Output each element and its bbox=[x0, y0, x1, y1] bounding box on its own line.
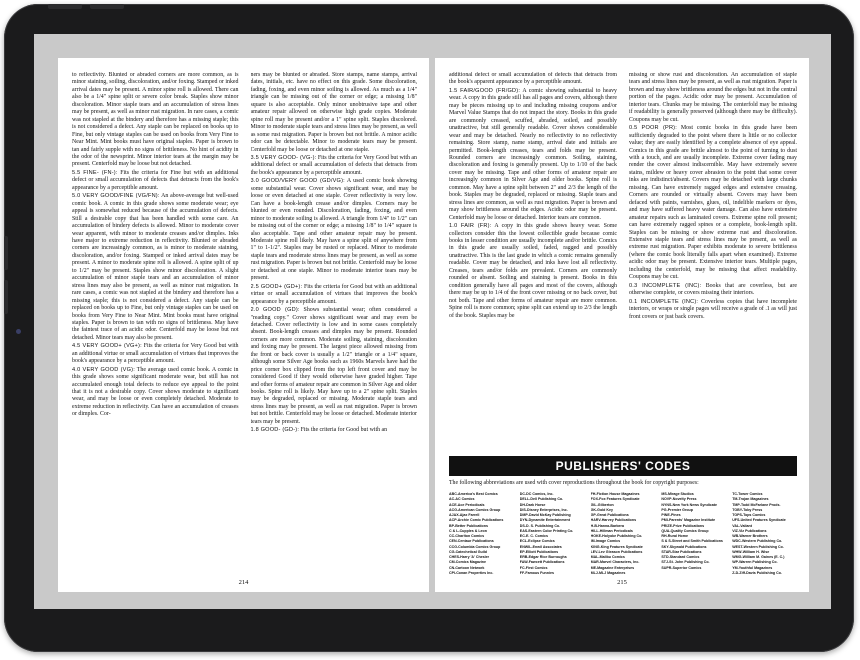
grade-paragraph bbox=[629, 299, 797, 321]
grade-heading: 5.5 FINE- (FN-): bbox=[72, 169, 118, 176]
page-number: 214 bbox=[238, 579, 249, 586]
right-page-column-2 bbox=[629, 72, 797, 452]
publisher-code: CEN-Centaur Publications bbox=[449, 539, 494, 544]
publisher-code: HOKE-Holyoke Publishing Co. bbox=[590, 534, 643, 538]
publisher-code: PMI-Parents' Magazine Institute bbox=[661, 518, 716, 523]
publisher-code: PRIZE-Prize Publications bbox=[661, 523, 705, 528]
publisher-code: MLJ-MLJ Magazines bbox=[590, 570, 626, 575]
publisher-code: EAS-Eastern Color Printing Co. bbox=[519, 528, 574, 533]
grade-text: Fits the criteria for Very Good but with an additional defect or small accumulation of defects that detracts from the book's appearance by a perceptible amount. bbox=[250, 154, 417, 176]
grade-heading: 4.5 VERY GOOD+ (VG+): bbox=[72, 343, 142, 350]
publisher-code: STAR-Star Publications bbox=[661, 549, 702, 554]
grade-heading: 0.5 POOR (PR): bbox=[629, 125, 678, 132]
publisher-code: MAL-Malibu Comics bbox=[590, 555, 625, 559]
tablet-screen[interactable] bbox=[34, 34, 831, 609]
publisher-code: HARV-Harvey Publications bbox=[590, 518, 637, 523]
volume-button bbox=[48, 4, 82, 9]
publisher-code: WDC-Western Publishing Co. bbox=[732, 539, 783, 544]
left-page[interactable] bbox=[58, 58, 429, 592]
publishers-codes-column bbox=[449, 492, 514, 577]
grade-paragraph bbox=[251, 427, 418, 434]
grade-heading: 0.3 INCOMPLETE (INC): bbox=[629, 282, 702, 289]
publisher-code: MS-Mirage Studios bbox=[661, 492, 694, 496]
publisher-code: CC-Charlton Comics bbox=[449, 534, 485, 538]
page-number: 215 bbox=[617, 579, 627, 586]
left-page-column-1 bbox=[72, 72, 239, 572]
publisher-code: AC-AC Comics bbox=[449, 497, 475, 502]
publisher-code: IM-Image Comics bbox=[590, 539, 621, 544]
publisher-code: WB-Warner Brothers bbox=[732, 534, 768, 538]
grade-paragraph bbox=[629, 283, 797, 298]
publisher-code: NOVP-Novelty Press bbox=[661, 497, 697, 502]
publishers-codes-column bbox=[591, 492, 656, 577]
publisher-code: ENWIL-Enwil Associates bbox=[519, 544, 562, 549]
grade-heading: 1.5 FAIR/GOOD (FR/GD): bbox=[449, 87, 521, 94]
publisher-code: BP-Better Publications bbox=[449, 523, 488, 528]
publisher-code: HILL-Hillman Periodicals bbox=[590, 528, 633, 533]
grade-heading: 3.5 VERY GOOD- (VG-): bbox=[250, 154, 317, 161]
publisher-code: NYNS-New York News Syndicate bbox=[661, 502, 717, 507]
grade-text: Fits the criteria for Very Good but with an additional virtue or small accumulation of virtues that improves the book's appearance by a perceptible amount. bbox=[72, 343, 239, 365]
publisher-code: DIS-Disney Enterprises, Inc. bbox=[519, 507, 568, 512]
grade-heading: 1.8 GOOD- (GD-): bbox=[250, 427, 300, 434]
publisher-code: DC-DC Comics, Inc. bbox=[519, 492, 554, 496]
publisher-code: SKY-Skywald Publications bbox=[661, 544, 707, 549]
publisher-code: STJ-St. John Publishing Co. bbox=[661, 560, 710, 565]
grade-text: Shows substantial wear; often considered a "reading copy." Cover shows significant wear and may even be detached. Cover reflectivity is low and in some cases completely absent. Book-length creases and dimples may be present. Rounded corners are more common. Moderate soiling, staining, discoloration and foxing may be present. The largest piece allowed missing from the front or back cover is usually a 1/2" triangle or a 1/4" square, although some Silver Age books such as 1960s Marvels have had the price corner box clipped from the top left front cover and may be considered Good if they would otherwise have graded higher. Tape and other forms of amateur repair are common in Silver Age and older books. Spine roll is likely. May have up to a 2" spine split. Staples may be degraded, replaced or missing. Moderate staple tears and stress lines may be present, as well as rust migration. Paper is brown but not brittle. Centerfold may be loose or detached. Moderate interior tears may be present. bbox=[250, 307, 417, 425]
publisher-code: FC-First Comics bbox=[519, 565, 548, 570]
publisher-code: GK-Gold Key bbox=[590, 507, 613, 512]
publisher-code: QUA-Quality Comics Group bbox=[661, 528, 709, 533]
side-button bbox=[4, 236, 8, 270]
publisher-code: YM-Youthful Magazines bbox=[732, 565, 773, 570]
publisher-code: DS-D. S. Publishing Co. bbox=[519, 523, 561, 528]
publishers-codes-heading: PUBLISHERS' CODES bbox=[449, 456, 797, 476]
grade-text: Coverless copies that have incomplete interiors, or wraps or single pages will receive a grade of .1 as will just front covers or just back covers. bbox=[629, 298, 797, 320]
grade-paragraph bbox=[251, 155, 418, 177]
publishers-codes-column bbox=[732, 492, 797, 577]
publisher-code: C & L-Cupples & Leon bbox=[449, 528, 487, 533]
grade-paragraph bbox=[72, 72, 239, 169]
grade-paragraph bbox=[251, 72, 418, 154]
grade-text: The average used comic book. A comic in this grade shows some significant moderate wear, but still has not accumulated enough total defects to reduce eye appeal to the point that it is not a desirable copy. Cover shows moderate to significant wear, and may be loose or even completely detached. Moderate to extreme reduction in reflectivity. Can have an accumulation of creases or dimples. Cor- bbox=[72, 366, 239, 418]
grade-text: Fits the criteria for Fine but with an additional defect or small accumulation of defects that detracts from the book's appearance by a perceptible amount. bbox=[72, 169, 239, 191]
publisher-code: FOX-Fox Features Syndicate bbox=[590, 497, 640, 502]
publisher-code: TC-Tower Comics bbox=[732, 492, 763, 496]
grade-paragraph bbox=[72, 367, 239, 419]
publisher-code: VIZ-Viz Publications bbox=[732, 528, 767, 533]
grade-paragraph bbox=[72, 193, 239, 342]
publisher-code: TMP-Todd McFarlane Prods. bbox=[732, 502, 781, 507]
grade-paragraph bbox=[251, 178, 418, 282]
publishers-codes-column bbox=[661, 492, 726, 577]
publisher-code: WMG-William M. Gaines (E. C.) bbox=[732, 555, 785, 559]
grade-heading: 2.0 GOOD (GD): bbox=[250, 307, 300, 314]
grade-paragraph bbox=[629, 125, 797, 282]
publisher-code: Z-D-Ziff-Davis Publishing Co. bbox=[732, 570, 782, 575]
publisher-code: CCG-Columbia Comics Group bbox=[449, 544, 501, 549]
publisher-code: CN-Cartoon Network bbox=[449, 565, 485, 570]
publisher-code: KING-King Features Syndicate bbox=[590, 544, 643, 549]
right-page-column-1 bbox=[449, 72, 617, 452]
publisher-code: DYN-Dynamite Entertainment bbox=[519, 518, 570, 523]
grade-paragraph bbox=[629, 72, 797, 124]
publisher-code: STD-Standard Comics bbox=[661, 555, 700, 559]
grade-text: ners may be blunted or abraded. Store stamps, name stamps, arrival dates, initials, etc. have no effect on this grade. Some discoloration, fading, foxing, and even minor soiling is allowed. As much as a 1/4" triangle can be missing out of the corner or edge; a missing 1/8" square is also acceptable. Only minor unobtrusive tape and other amateur repair allowed on otherwise high grade copies. Moderate spine roll may be present and/or a 1" spine split. Staples discolored. Minor to moderate staple tears and stress lines may be present, as well as some rust migration. Paper is brown but not brittle. A minor acidic odor can be detectable. Minor to moderate tears may be present. Centerfold may be loose or detached at one staple. bbox=[250, 72, 417, 153]
publisher-code: GP-Great Publications bbox=[590, 513, 629, 517]
publisher-code: ABC-America's Best Comics bbox=[449, 492, 498, 496]
publishers-codes-intro: The following abbreviations are used with cover reproductions throughout the book for copyright purposes: bbox=[449, 480, 699, 486]
publisher-code: ACP-Archie Comic Publications bbox=[449, 518, 504, 523]
publisher-code: PG-Premier Group bbox=[661, 507, 693, 512]
publisher-code: CG-Catechetical Guild bbox=[449, 549, 487, 554]
publisher-code: S & S-Street and Smith Publications bbox=[661, 539, 723, 544]
grade-paragraph bbox=[449, 223, 617, 320]
publisher-code: FAW-Fawcett Publications bbox=[519, 560, 565, 565]
side-button bbox=[4, 280, 8, 314]
grade-text: A copy in this grade shows heavy wear. Some collectors consider this the lowest collectible grade because comic books in lesser condition are usually incomplete and/or brittle. Comics in this grade are usually soiled, faded, ragged and possibly unattractive. This is the last grade in which a comic remains generally readable. Cover may be detached, and inks have lost all reflectivity. Creases, tears and/or folds are prevalent. Corners are commonly rounded or absent. Soiling and staining is present. Books in this condition generally have all pages and most of the covers, although there may be up to 1/4 of the front cover missing or no back cover, but not both. Tape and other forms of amateur repair are more common. Spine roll is more common; spine split can extend up to 2/3 the length of the book. Staples may be bbox=[449, 223, 617, 319]
publisher-code: AJAX-Ajax Farrell bbox=[449, 513, 480, 517]
grade-text: A comic showing substantial to heavy wear. A copy in this grade still has all pages and covers, although there may be pieces missing up to and including missing coupons and/or Marvel Value Stamps that do not impact the story. Books in this grade are commonly creased, scuffed, abraded, soiled, and possibly unattractive, but still generally readable. Cover shows considerable wear and may be detached. Nearly no reflectivity to no reflectivity remaining. Store stamp, name stamp, arrival date and initials are permitted. Book-length creases, tears and folds may be present. Rounded corners are increasingly common. Soiling, staining, discoloration and foxing is generally present. Up to 1/10 of the back cover may be missing. Tape and other forms of amateur repair are increasingly common in Silver Age and older books. Spine roll is common. May have a spine split between 2" and 2/3 the length of the book. Staples may be degraded, replaced or missing. Staple tears and stress lines are common, as well as rust migration. Paper is brown and may show brittleness around the edges. Acidic odor may be present. Centerfold may be loose or detached. Interior tears are common. bbox=[449, 87, 617, 221]
publisher-code: WP-Warren Publishing Co. bbox=[732, 560, 778, 565]
grade-heading: 1.0 FAIR (FR): bbox=[449, 223, 492, 230]
grade-paragraph bbox=[251, 307, 418, 426]
publisher-code: GIL-Gilberton bbox=[590, 502, 614, 507]
grade-text: A used comic book showing some substantial wear. Cover shows significant wear, and may be loose or even detached at one staple. Cover reflectivity is very low. Can have a book-length crease and/or dimples. Corners may be blunted or even rounded. Discoloration, fading, foxing, and even minor to moderate soiling is allowed. A triangle from 1/4" to 1/2" can be missing out of the corner or edge; a missing 1/8" to 1/4" square is also acceptable. Tape and other amateur repair may be present. Moderate spine roll likely. May have a spine split of anywhere from 1" to 1-1/2". Staples may be rusted or replaced. Minor to moderate staple tears and moderate stress lines may be present, as well as some rust migration. Paper is brown but not brittle. Centerfold may be loose or detached at one staple. Minor to moderate interior tears may be present. bbox=[250, 178, 417, 282]
publisher-code: CPI-Conan Properties Inc. bbox=[449, 570, 494, 575]
grade-paragraph bbox=[72, 343, 239, 365]
grade-paragraph bbox=[72, 170, 239, 192]
publisher-code: ERB-Edgar Rice Burroughs bbox=[519, 555, 567, 559]
grade-text: Fits the criteria for Good but with an bbox=[300, 427, 388, 434]
publisher-code: PINE-Pines bbox=[661, 513, 681, 517]
grade-heading: 4.0 VERY GOOD (VG): bbox=[72, 366, 135, 373]
grade-paragraph bbox=[449, 72, 617, 87]
publisher-code: TOBY-Toby Press bbox=[732, 507, 763, 512]
publisher-code: TOPS-Tops Comics bbox=[732, 513, 766, 517]
publisher-code: ACG-American Comics Group bbox=[449, 507, 501, 512]
publisher-code: VAL-Valiant bbox=[732, 523, 752, 528]
publisher-code: MAR-Marvel Characters, Inc. bbox=[590, 560, 640, 565]
publisher-code: ME-Magazine Enterprises bbox=[590, 565, 635, 570]
right-page[interactable] bbox=[435, 58, 809, 592]
publisher-code: EP-Elliott Publications bbox=[519, 549, 559, 554]
publisher-code: CM-Comics Magazine bbox=[449, 560, 486, 565]
grade-text: to reflectivity. Blunted or abraded corners are more common, as is minor staining, soiling, discoloration, and/or foxing. Stamped or inked arrival dates may be present. A minor spine roll is allowed. There can also be a 1/4" spine split or severe color break. Staples show minor discoloration. Minor staple tears and an accumulation of stress lines may be present, as well as minor rust migration. In rare cases, a comic was not stapled at the bindery and therefore has a missing staple; this is not considered a defect. Any staple can be replaced on books up to Fine, but only vintage staples can be used on books from Very Fine to Near Mint. Mint books must have original staples. Paper is brown to tan and fairly supple with no signs of brittleness. No hint of acidity in the odor of the newsprint. Minor interior tears at the margin may be present. Centerfold may be loose but not detached. bbox=[72, 72, 239, 168]
publisher-code: DH-Dark Horse bbox=[519, 502, 546, 507]
publisher-code: DELL-Dell Publishing Co. bbox=[519, 497, 564, 502]
publishers-codes-list bbox=[449, 492, 797, 577]
tablet-device bbox=[4, 4, 854, 652]
grade-heading: 0.1 INCOMPLETE (INC): bbox=[629, 298, 699, 305]
publisher-code: CHES-Harry 'A' Chesler bbox=[449, 555, 490, 559]
camera-icon bbox=[16, 329, 21, 334]
grade-paragraph bbox=[251, 284, 418, 306]
publisher-code: SUPR-Superior Comics bbox=[661, 565, 702, 570]
publisher-code: FH-Fiction House Magazines bbox=[590, 492, 640, 496]
publishers-codes-column bbox=[520, 492, 585, 577]
grade-paragraph bbox=[449, 88, 617, 222]
publisher-code: LEV-Lev Gleason Publications bbox=[590, 549, 643, 554]
publisher-code: H-B-Hanna-Barbera bbox=[590, 523, 624, 528]
grade-text: Books that are coverless, but are otherwise complete, or covers missing their interiors. bbox=[629, 282, 797, 297]
publisher-code: EC-E. C. Comics bbox=[519, 534, 548, 538]
publisher-code: ECL-Eclipse Comics bbox=[519, 539, 555, 544]
publisher-code: WEST-Western Publishing Co. bbox=[732, 544, 784, 549]
grade-text: An above-average but well-used comic book. A comic in this grade shows some moderate wear; eye appeal is somewhat reduced because of the accumulation of defects. Still a desirable copy that has been handled with some care. An accumulation of bindery defects is allowed. Minor to moderate cover wear apparent, with minor to moderate creases and/or dimples. Inks have major to extreme reduction in reflectivity. Blunted or abraded corners are increasingly common, as is minor to moderate staining, discoloration, and/or foxing. Stamped or inked arrival dates may be present. A minor to moderate spine roll is allowed. A spine split of up to 1/2" may be present. Staples show minor discoloration. A slight accumulation of minor staple tears and an accumulation of minor stress lines may also be present, as well as minor rust migration. In rare cases, a comic was not stapled at the bindery and therefore has a missing staple; this is not considered a defect. Any staple can be replaced on books up to Fine, but only vintage staples can be used on books from Very Fine to Near Mint. Mint books must have original staples. Paper is brown to tan with no signs of brittleness. May have the faintest trace of an acidic odor. Centerfold may be loose but not detached. Minor tears may also be present. bbox=[72, 193, 239, 341]
publisher-code: UFS-United Features Syndicate bbox=[732, 518, 786, 523]
volume-button bbox=[90, 4, 124, 9]
publisher-code: TM-Trojan Magazines bbox=[732, 497, 769, 502]
left-page-column-2 bbox=[251, 72, 418, 572]
grade-text: Fits the criteria for Good but with an additional virtue or small accumulation of virtues that improves the book's appearance by a perceptible amount. bbox=[250, 283, 417, 305]
grade-heading: 5.0 VERY GOOD/FINE (VG/FN): bbox=[72, 193, 160, 200]
publisher-code: FF-Famous Funnies bbox=[519, 570, 554, 575]
publisher-code: WHW-William H. Wise bbox=[732, 549, 770, 554]
grade-text: additional defect or small accumulation of defects that detracts from the book's apparent appearance by a perceptible amount. bbox=[449, 72, 617, 86]
publisher-code: ACE-Ace Periodicals bbox=[449, 502, 485, 507]
grade-heading: 2.5 GOOD+ (GD+): bbox=[250, 283, 303, 290]
grade-heading: 3.0 GOOD/VERY GOOD (GD/VG): bbox=[250, 178, 345, 185]
grade-text: missing or show rust and discoloration. An accumulation of staple tears and stress lines may be present, as well as rust migration. Paper is brown and may show brittleness around the edges but not in the central portion of the pages. Acidic odor may be present. Accumulation of interior tears. Chunks may be missing. The centerfold may be missing if readability is generally preserved (although there may be difficulty). Coupons may be cut. bbox=[629, 72, 797, 123]
publisher-code: RH-Rural Home bbox=[661, 534, 688, 538]
grade-text: Most comic books in this grade have been sufficiently degraded to the point where there is little or no collector value; they are easily identified by a complete absence of eye appeal. Comics in this grade are brittle almost to the point of turning to dust with a touch, and are usually incomplete. Extreme cover fading may render the cover almost indiscernible. May have extremely severe stains, mildew or heavy cover abrasion to the point that some cover inks are indistinct/absent. Covers may be detached with large chunks missing. Can have extremely ragged edges and extensive creasing. Corners are rounded or virtually absent. Covers may have been defaced with paints, varnishes, glues, oil, indelible markers or dyes, and may have suffered heavy water damage. Can also have extensive amateur repairs such as laminated covers. Extreme spine roll present; can have extremely ragged spines or a complete, book-length split. Staples can be missing or show extreme rust and discoloration. Extensive staple tears and stress lines may be present, as well as extreme rust migration. Paper exhibits moderate to severe brittleness (where the comic book literally falls apart when examined). Extreme acidic odor may be present. Extensive interior tears. Multiple pages, including the centerfold, may be missing that affect readability. Coupons may be cut. bbox=[629, 125, 797, 281]
publisher-code: DMP-David McKay Publishing bbox=[519, 513, 571, 517]
